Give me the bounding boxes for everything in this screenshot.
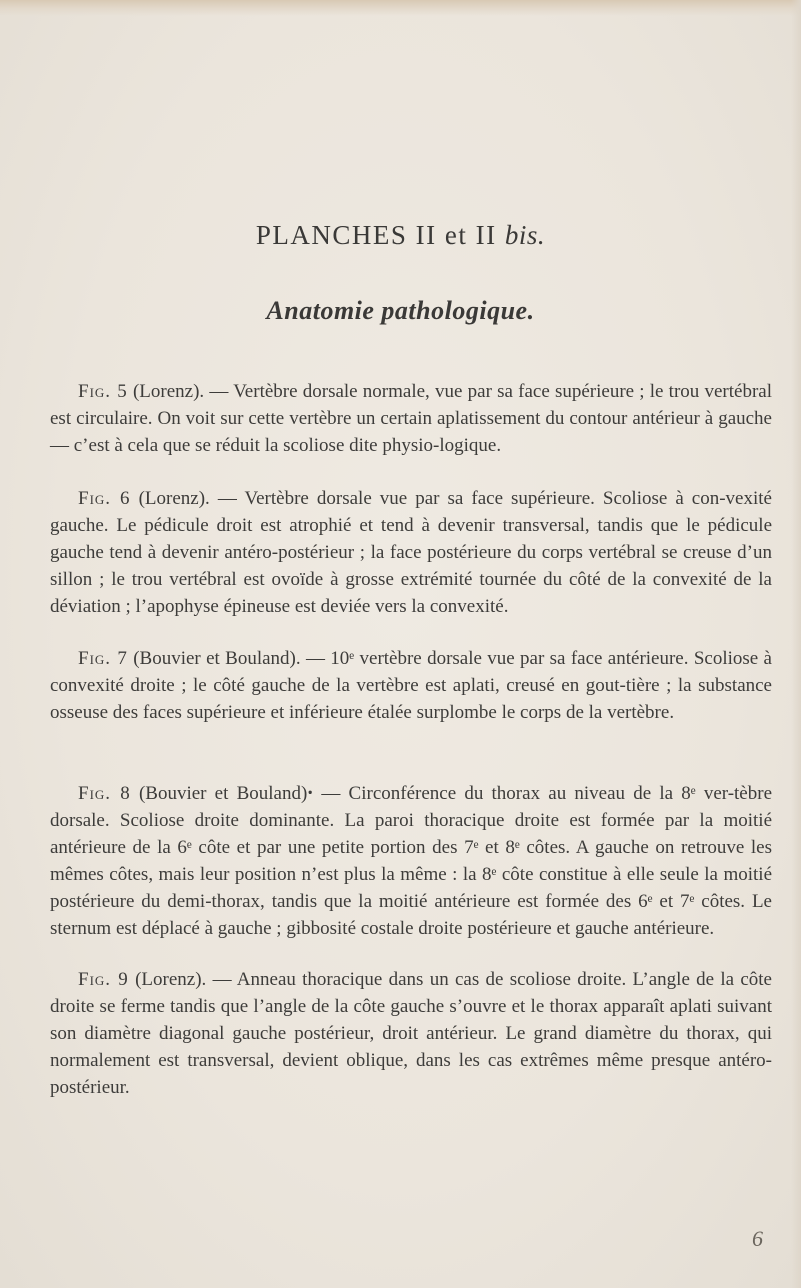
handwritten-page-mark: 6 (752, 1226, 763, 1251)
figure-9-text: (Lorenz). — Anneau thoracique dans un cas de scoliose droite. L’angle de la côte droite se ferme tandis que l’angle de la côte gauche s’ouvre et le thorax apparaît aplati suivant son diamètre diagonal gauche postérieur, droit antérieur. Le grand diamètre du thorax, qui normalement est transversal, devient oblique, dans les cas extrêmes même presque antéro-postérieur. (50, 969, 772, 1098)
figure-5-label: Fig. 5 (78, 381, 128, 402)
figure-6-label: Fig. 6 (78, 488, 131, 509)
figure-5-caption (50, 378, 772, 459)
figure-8-label: Fig. 8 (78, 783, 131, 804)
figure-8-text: (Bouvier et Bouland)ꞏ — Circonférence du thorax au niveau de la 8ᵉ ver-tèbre dorsale. Scoliose droite dominante. La paroi thoracique droite est formée par la moitié antérieure de la 6ᵉ côte et par une petite portion des 7ᵉ et 8ᵉ côtes. A gauche on retrouve les mêmes côtes, mais leur position n’est plus la même : la 8ᵉ côte constitue à elle seule la moitié postérieure du demi-thorax, tandis que la moitié antérieure est formée des 6ᵉ et 7ᵉ côtes. Le sternum est déplacé à gauche ; gibbosité costale droite postérieure et gauche antérieure. (50, 783, 772, 939)
figure-7-text: (Bouvier et Bouland). — 10ᵉ vertèbre dorsale vue par sa face antérieure. Scoliose à convexité droite ; le côté gauche de la vertèbre est aplati, creusé en gout-tière ; la substance osseuse des faces supérieure et inférieure étalée surplombe le corps de la vertèbre. (50, 648, 772, 723)
figure-6-text: (Lorenz). — Vertèbre dorsale vue par sa face supérieure. Scoliose à con-vexité gauche. Le pédicule droit est atrophié et tend à devenir transversal, tandis que le pédicule gauche tend à devenir antéro-postérieur ; la face postérieure du corps vertébral se creuse d’un sillon ; le trou vertébral est ovoïde à grosse extrémité tournée du côté de la convexité de la déviation ; l’apophyse épineuse est deviée vers la convexité. (50, 488, 772, 617)
figure-6-caption (50, 485, 772, 620)
figure-7-caption (50, 645, 772, 726)
title-main: PLANCHES II et II (255, 220, 497, 250)
figure-5-text: (Lorenz). — Vertèbre dorsale normale, vue par sa face supérieure ; le trou vertébral est circulaire. On voit sur cette vertèbre un certain aplatissement du contour antérieur à gauche — c’est à cela que se réduit la scoliose dite physio-logique. (50, 381, 772, 456)
page-right-edge (791, 0, 801, 1288)
page-top-edge (0, 0, 801, 16)
page-title (0, 220, 801, 251)
figure-9-caption (50, 966, 772, 1101)
figure-9-label: Fig. 9 (78, 969, 129, 990)
figure-7-label: Fig. 7 (78, 648, 128, 669)
title-bis: bis. (504, 220, 546, 250)
page-subtitle: Anatomie pathologique. (266, 296, 535, 325)
figure-8-caption (50, 780, 772, 942)
